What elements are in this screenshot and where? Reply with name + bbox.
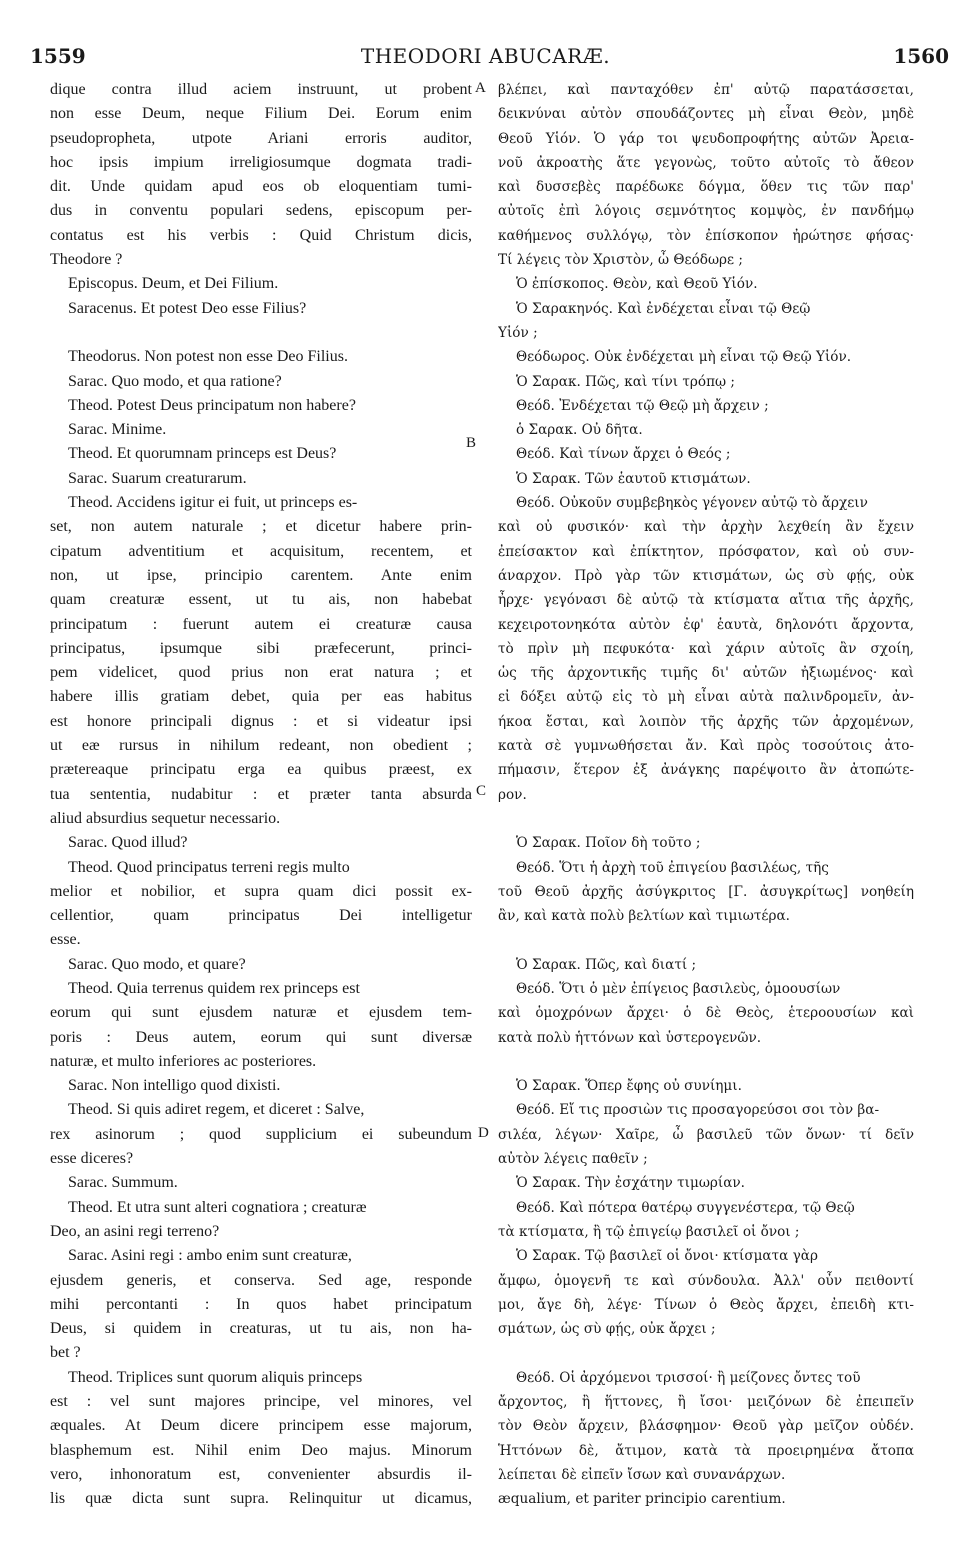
greek-line: άναρχον. Πρὸ γὰρ τῶν κτισμάτων, ὡς σὺ φῄς, οὐκ	[498, 567, 914, 584]
latin-line: lis quæ dicta sunt supra. Relinquitur ut dicamus,	[50, 1490, 472, 1508]
greek-line: τὸ πρὶν μὴ πεφυκότα· καὶ χάριν αὐτοῖς ἂν σχοίη,	[498, 640, 914, 657]
greek-line: κατὰ σὲ γυμνωθήσεται ἄν. Καὶ πρὸς τοσούτοις ἀτο-	[498, 738, 914, 755]
latin-line: æquales. At Deum dicere principem esse majorum,	[50, 1417, 472, 1435]
latin-line: Sarac. Minime.	[68, 421, 167, 439]
margin-letter-c: C	[476, 783, 487, 799]
latin-line: rex asinorum ; quod supplicium ei subeundum	[50, 1125, 472, 1143]
greek-line	[498, 807, 914, 831]
latin-line: non, ut ipse, principio carentem. Ante enim	[50, 566, 472, 584]
greek-line: ρον.	[498, 786, 527, 803]
greek-line: μοι, ἄγε δὴ, λέγε· Τίνων ὁ Θεὸς ἄρχει, ἐπειδὴ κτι-	[498, 1296, 914, 1313]
latin-line: ejusdem generis, et conserva. Sed age, responde	[50, 1271, 472, 1289]
greek-line: ἄμφω, ὁμογενῆ τε καὶ σύνδουλα. Ἀλλ' οὖν πειθοντί	[498, 1272, 914, 1289]
latin-line: prætereaque principatu erga ea quibus præest, ex	[50, 761, 472, 779]
latin-line: Theod. Et utra sunt alteri cognatiora ; creaturæ	[68, 1198, 367, 1216]
latin-line: dit. Unde quidam apud eos ob eloquentiam tumi-	[50, 178, 472, 196]
latin-line: Sarac. Non intelligo quod dixisti.	[68, 1077, 281, 1095]
latin-line: Theodore ?	[50, 251, 123, 269]
latin-line: esse diceres?	[50, 1150, 134, 1168]
latin-line: bet ?	[50, 1344, 81, 1362]
latin-line: mihi percontanti : In quos habet principatum	[50, 1295, 472, 1313]
greek-line: τὸν Θεὸν ἄρχειν, βλάσφημον· Θεοῦ γὰρ μεῖζον οὐδέν.	[498, 1418, 914, 1435]
latin-line	[50, 321, 472, 345]
latin-line: poris : Deus autem, eorum qui sunt diversæ	[50, 1028, 472, 1046]
greek-line: Θεόδ. Εἴ τις προσιὼν τις προσαγορεύσοι σοι τὸν βα-	[516, 1102, 880, 1119]
latin-line: aliud absurdius sequetur necessario.	[50, 809, 281, 827]
greek-line: Θεόδ. Καὶ τίνων ἄρχει ὁ Θεός ;	[516, 446, 731, 463]
greek-line: εἰ δόξει αὐτῷ εἰς τὸ μὴ εἶναι αὐτὰ παλινδρομεῖν, ἀν-	[498, 689, 914, 706]
greek-line: Τί λέγεις τὸν Χριστὸν, ὦ Θεόδωρε ;	[498, 252, 743, 269]
latin-line: Deus, si quidem in creaturas, ut tu ais, non ha-	[50, 1320, 472, 1338]
greek-line: σμάτων, ὡς σὺ φῄς, οὐκ ἄρχει ;	[498, 1321, 716, 1338]
greek-line: αὐτοῖς ἐπὶ λόγοις σεμνότητος κομψὸς, ἐν πανδήμῳ	[498, 203, 914, 220]
latin-line: quam creaturæ essent, ut tu ais, non habebat	[50, 591, 472, 609]
greek-line: Θεόδ. Οἱ ἀρχόμενοι τρισσοί· ἢ μείζονες ὄντες τοῦ	[516, 1369, 861, 1386]
greek-line	[498, 1341, 914, 1365]
greek-line: τὰ κτίσματα, ἢ τῷ ἐπιγείῳ βασιλεῖ οἱ ὄνοι ;	[498, 1223, 800, 1240]
greek-line	[498, 1050, 914, 1074]
latin-line: non esse Deum, neque Filium Dei. Eorum enim	[50, 105, 472, 123]
latin-line: pem videlicet, quod prius non erat natura ; et	[50, 664, 472, 682]
greek-line: Θεόδ. Ἐνδέχεται τῷ Θεῷ μὴ ἄρχειν ;	[516, 397, 769, 414]
latin-line: Theodorus. Non potest non esse Deo Filius.	[68, 348, 348, 366]
greek-line: Θεόδ. Ὅτι ὁ μὲν ἐπίγειος βασιλεὺς, ὁμοουσίων	[516, 980, 841, 997]
greek-line: Ὁ Σαρακ. Τῶν ἑαυτοῦ κτισμάτων.	[516, 470, 751, 487]
greek-line: Ὁ Σαρακ. Τῷ βασιλεῖ οἱ ὄνοι· κτίσματα γὰρ	[516, 1248, 818, 1265]
greek-line: Ὁ Σαρακ. Πῶς, καὶ τίνι τρόπῳ ;	[516, 373, 736, 390]
latin-line: Episcopus. Deum, et Dei Filium.	[68, 275, 279, 293]
latin-column	[50, 78, 472, 1512]
greek-line: δεικνύναι αὐτὸν σπουδάζοντες μὴ εἶναι Θεὸν, μηδὲ	[498, 106, 914, 123]
latin-line: dus in conventu populari sedens, episcopum per-	[50, 202, 472, 220]
latin-line: naturæ, et multo inferiores ac posteriores.	[50, 1052, 317, 1070]
greek-line: ήκοα ἔσται, καὶ λοιπὸν τῆς ἀρχῆς τῶν ἀρχομένων,	[498, 713, 914, 730]
greek-line: Θεόδωρος. Οὐκ ἐνδέχεται μὴ εἶναι τῷ Θεῷ Υἱόν.	[516, 349, 852, 366]
greek-line: Ὁ Σαρακ. Πῶς, καὶ διατί ;	[516, 956, 697, 973]
greek-line: Θεοῦ Υἱόν. Ὁ γάρ τοι ψευδοπροφήτης αὐτῶν Ἀρεια-	[498, 130, 914, 147]
latin-line: contatus est his verbis : Quid Christum dicis,	[50, 226, 472, 244]
greek-line: λείπεται δὲ εἰπεῖν ἴσων καὶ συνανάρχων.	[498, 1466, 786, 1483]
greek-line: πήμασιν, ἕτερον ἐξ ἀνάγκης παρέψοιτο ἂν ἀτοπώτε-	[498, 762, 914, 779]
margin-letter-a: A	[475, 80, 486, 96]
greek-line: κατὰ πολὺ ἡττόνων καὶ ὑστερογενῶν.	[498, 1029, 762, 1046]
greek-line: æqualium, et pariter principio carentium.	[498, 1491, 786, 1508]
latin-line: Deo, an asini regi terreno?	[50, 1222, 220, 1240]
latin-line: eorum qui sunt ejusdem naturæ et ejusdem tem-	[50, 1004, 472, 1022]
latin-line: Sarac. Quo modo, et quare?	[68, 955, 246, 973]
greek-line: καὶ ὁμοχρόνων ἄρχει· ὁ δὲ Θεὸς, ἑτεροουσίων καὶ	[498, 1005, 914, 1022]
latin-line: Theod. Quia terrenus quidem rex princeps est	[68, 979, 360, 997]
greek-column	[498, 78, 914, 1512]
greek-line: ἦρχε· γεγόνασι δὲ αὐτῷ τὰ κτίσματα αἴτια τῆς ἀρχῆς,	[498, 592, 914, 609]
greek-line: Υἱόν ;	[498, 324, 538, 341]
margin-letter-b: B	[466, 435, 477, 451]
page-number-left: 1559	[30, 44, 86, 68]
greek-line	[498, 928, 914, 952]
greek-line: κεχειροτονηκότα αὐτὸν ἐφ' ἑαυτὰ, δηλονότι ἄρχοντα,	[498, 616, 914, 633]
latin-line: dique contra illud aciem instruunt, ut probent	[50, 81, 472, 98]
latin-line: ut eæ rursus in nihilum redeant, non obedient ;	[50, 737, 472, 755]
latin-line: Theod. Si quis adiret regem, et diceret : Salve,	[68, 1101, 365, 1119]
latin-line: pseudopropheta, utpote Ariani erroris auditor,	[50, 129, 472, 147]
running-title: THEODORI ABUCARÆ.	[360, 44, 611, 68]
greek-line: Ἡττόνων δὲ, ἄτιμον, κατὰ τὰ προειρημένα ἄτοπα	[498, 1442, 914, 1459]
latin-line: blasphemum est. Nihil enim Deo majus. Minorum	[50, 1441, 472, 1459]
margin-letter-d: D	[478, 1125, 489, 1141]
latin-line: vero, inhonoratum est, convenienter absurdis il-	[50, 1465, 472, 1483]
latin-line: set, non autem naturale ; et dicetur habere prin-	[50, 518, 472, 536]
greek-line: ἄρχοντος, ἢ ἥττονες, ἢ ἴσοι· μειζόνων δὲ ἐπειπεῖν	[498, 1394, 914, 1411]
latin-line: Sarac. Quod illud?	[68, 834, 188, 852]
latin-line: melior et nobilior, et supra quam dici possit ex-	[50, 882, 472, 900]
latin-line: tua sententia, nudabitur : et præter tanta absurda	[50, 785, 472, 803]
latin-line: Sarac. Summum.	[68, 1174, 178, 1192]
greek-line: Θεόδ. Ὅτι ἡ ἀρχὴ τοῦ ἐπιγείου βασιλέως, τῆς	[516, 859, 829, 876]
greek-line: τοῦ Θεοῦ ἀρχῆς ἀσύγκριτος [Γ. ἀσυγκρίτως] νοηθείη	[498, 883, 914, 900]
greek-line: ὁ Σαρακ. Οὐ δῆτα.	[516, 422, 643, 439]
latin-line: hoc ipsis impium irreligiosumque dogmata tradi-	[50, 153, 472, 171]
greek-line: Ὁ ἐπίσκοπος. Θεὸν, καὶ Θεοῦ Υἱόν.	[516, 276, 758, 293]
latin-line: principatum : fuerunt autem ei creaturæ causa	[50, 615, 472, 633]
latin-line: cipatum adventitium et acquisitum, recentem, et	[50, 542, 472, 560]
greek-line: ὡς τῆς ἀρχοντικῆς τιμῆς δι' αὐτῶν ἠξιωμένος· καὶ	[498, 665, 914, 682]
greek-line: καὶ δυσσεβὲς παρέδωκε δόγμα, ὅθεν τις τῶν παρ'	[498, 179, 914, 196]
latin-line: Theod. Et quorumnam princeps est Deus?	[68, 445, 337, 463]
greek-line: Θεόδ. Οὐκοῦν συμβεβηκὸς γέγονεν αὐτῷ τὸ ἄρχειν	[516, 495, 868, 512]
latin-line: Saracenus. Et potest Deo esse Filius?	[68, 299, 307, 317]
greek-line: νοῦ ἀκροατὴς ἅτε γεγονὼς, τοῦτο αὐτοῖς τὸ ἄθεον	[498, 154, 914, 171]
greek-line: καὶ οὐ φυσικόν· καὶ τὴν ἀρχὴν λεχθείη ἂν ἔχειν	[498, 519, 914, 536]
latin-line: Sarac. Asini regi : ambo enim sunt creaturæ,	[68, 1247, 352, 1265]
greek-line: Ὁ Σαρακ. Ποῖον δὴ τοῦτο ;	[516, 835, 701, 852]
greek-line: καθήμενος συλλόγῳ, τὸν ἐπίσκοπον ἠρώτησε φήσας·	[498, 227, 914, 244]
greek-line: βλέπει, καὶ πανταχόθεν ἐπ' αὐτῷ παρατάσσεται,	[498, 82, 914, 98]
greek-line: Ὁ Σαρακ. Ὅπερ ἔφης οὐ συνίημι.	[516, 1078, 742, 1095]
greek-line: ἂν, καὶ κατὰ πολὺ βελτίων καὶ τιμιωτέρα.	[498, 908, 790, 925]
greek-line: Θεόδ. Καὶ πότερα θατέρῳ συγγενέστερα, τῷ Θεῷ	[516, 1199, 855, 1216]
latin-line: esse.	[50, 931, 81, 949]
greek-line: αὐτὸν λέγεις παθεῖν ;	[498, 1151, 648, 1168]
latin-line: Theod. Quod principatus terreni regis multo	[68, 858, 350, 876]
page-number-right: 1560	[893, 44, 949, 68]
latin-line: principatus, ipsumque sibi præfecerunt, princi-	[50, 639, 472, 657]
latin-line: Sarac. Suarum creaturarum.	[68, 469, 247, 487]
latin-line: cellentior, quam principatus Dei intelligetur	[50, 907, 472, 925]
latin-line: est honore principali dignus : et si videatur ipsi	[50, 712, 472, 730]
greek-line: σιλέα, λέγων· Χαῖρε, ὦ βασιλεῦ τῶν ὄνων· τί δεῖν	[498, 1126, 914, 1143]
latin-line: Theod. Potest Deus principatum non habere?	[68, 396, 356, 414]
latin-line: est : vel sunt majores principe, vel minores, vel	[50, 1393, 472, 1411]
greek-line: Ὁ Σαρακηνός. Καὶ ἐνδέχεται εἶναι τῷ Θεῷ	[516, 300, 811, 317]
latin-line: Theod. Accidens igitur ei fuit, ut princeps es-	[68, 494, 358, 512]
greek-line: Ὁ Σαρακ. Τὴν ἐσχάτην τιμωρίαν.	[516, 1175, 745, 1192]
greek-line: ἐπείσακτον καὶ ἐπίκτητον, πρόσφατον, καὶ οὐ συν-	[498, 543, 914, 560]
latin-line: habere illis gratiam debet, quia per eas habitus	[50, 688, 472, 706]
latin-line: Sarac. Quo modo, et qua ratione?	[68, 372, 282, 390]
latin-line: Theod. Triplices sunt quorum aliquis princeps	[68, 1368, 363, 1386]
